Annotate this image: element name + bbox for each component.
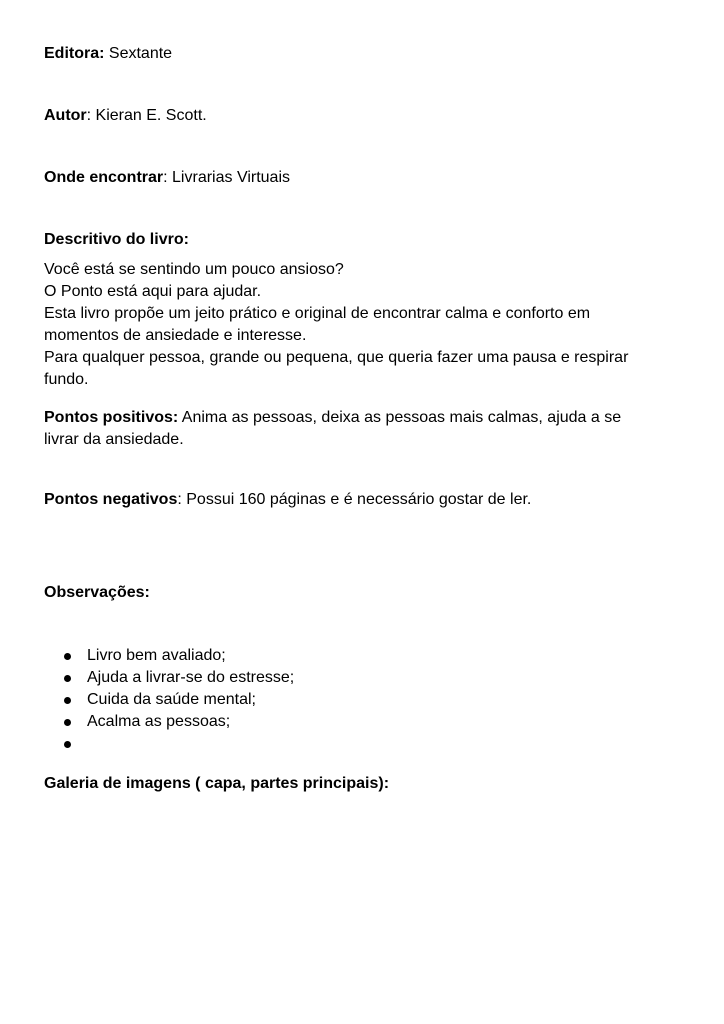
bullet-icon	[64, 697, 71, 704]
pontos-positivos-line: livrar da ansiedade.	[44, 431, 184, 448]
descritivo-line: Esta livro propõe um jeito prático e original de encontrar calma e conforto em	[44, 305, 591, 322]
onde-encontrar-value: : Livrarias Virtuais	[163, 169, 290, 186]
descritivo-line: Para qualquer pessoa, grande ou pequena, que queria fazer uma pausa e respirar	[44, 349, 629, 366]
bullet-icon	[64, 675, 71, 682]
descritivo-line: momentos de ansiedade e interesse.	[44, 327, 307, 344]
list-item-text: Acalma as pessoas;	[87, 713, 231, 730]
descritivo-line: Você está se sentindo um pouco ansioso?	[44, 261, 344, 278]
descritivo-line: O Ponto está aqui para ajudar.	[44, 283, 262, 300]
onde-encontrar-line	[44, 167, 290, 189]
descritivo-heading	[44, 229, 189, 251]
autor-value: : Kieran E. Scott.	[86, 107, 207, 124]
list-item	[60, 711, 294, 733]
list-item-text: Livro bem avaliado;	[87, 647, 226, 664]
pontos-positivos-label: Pontos positivos:	[44, 409, 179, 426]
editora-label: Editora:	[44, 45, 105, 62]
list-item	[60, 667, 294, 689]
bullet-icon	[64, 719, 71, 726]
observacoes-list	[60, 645, 294, 755]
observacoes-heading-text: Observações:	[44, 584, 150, 601]
list-item	[60, 689, 294, 711]
list-item	[60, 645, 294, 667]
editora-value: Sextante	[104, 45, 173, 62]
descritivo-paragraph	[44, 259, 684, 391]
autor-line	[44, 105, 207, 127]
galeria-heading-text: Galeria de imagens ( capa, partes principais):	[44, 775, 390, 792]
list-item-text: Ajuda a livrar-se do estresse;	[87, 669, 295, 686]
galeria-heading	[44, 773, 389, 795]
observacoes-heading	[44, 582, 150, 604]
descritivo-heading-text: Descritivo do livro:	[44, 231, 189, 248]
pontos-negativos-line	[44, 489, 531, 511]
pontos-negativos-label: Pontos negativos	[44, 491, 178, 508]
pontos-positivos-paragraph	[44, 407, 684, 451]
list-item-text: Cuida da saúde mental;	[87, 691, 256, 708]
onde-encontrar-label: Onde encontrar	[44, 169, 164, 186]
pontos-positivos-text: Anima as pessoas, deixa as pessoas mais calmas, ajuda a se	[178, 409, 622, 426]
pontos-negativos-value: : Possui 160 páginas e é necessário gostar de ler.	[177, 491, 532, 508]
descritivo-line: fundo.	[44, 371, 89, 388]
list-item	[60, 733, 294, 755]
autor-label: Autor	[44, 107, 87, 124]
pontos-positivos-line	[44, 407, 684, 429]
bullet-icon	[64, 653, 71, 660]
bullet-icon	[64, 741, 71, 748]
editora-line	[44, 43, 172, 65]
